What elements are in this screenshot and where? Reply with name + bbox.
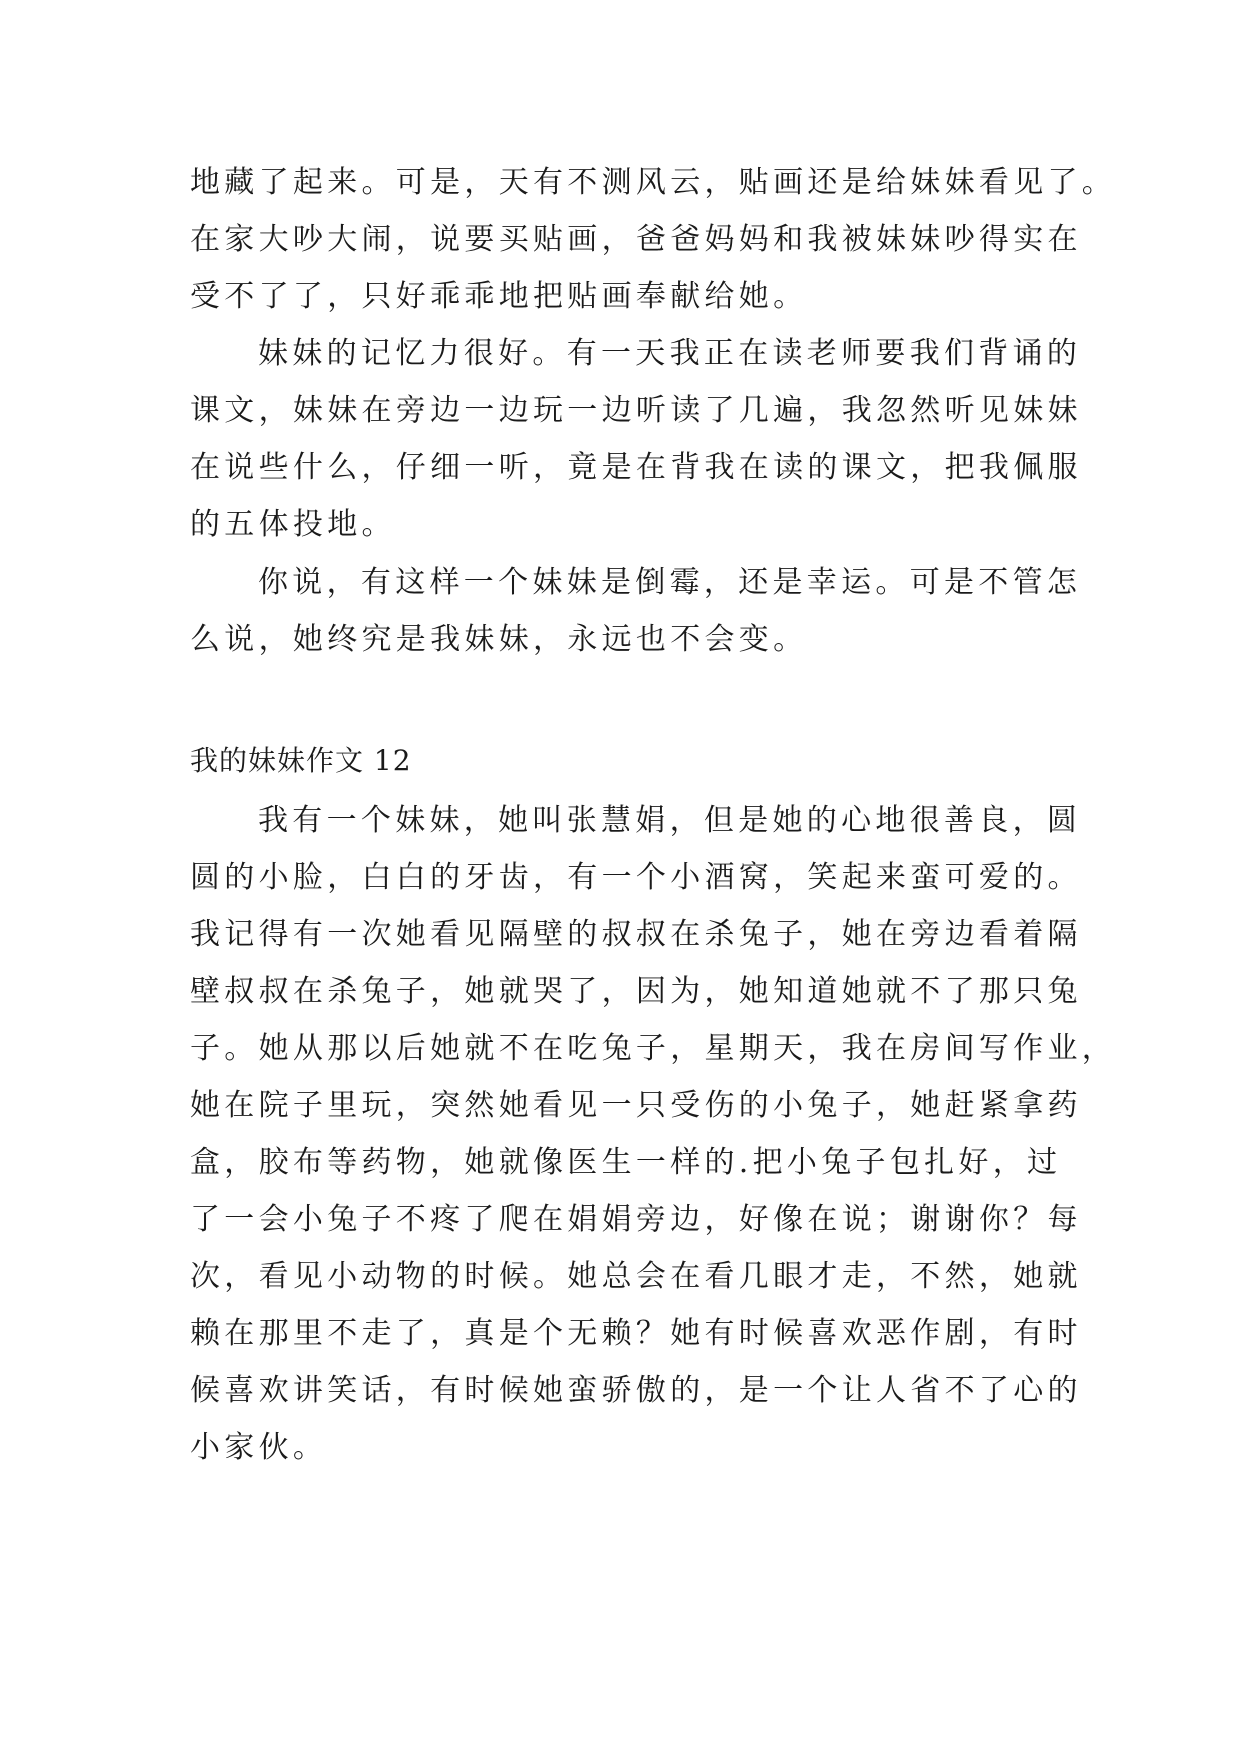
paragraph-line: 壁叔叔在杀兔子，她就哭了，因为，她知道她就不了那只兔 [190,974,1082,1009]
paragraph-line: 么说，她终究是我妹妹，永远也不会变。 [190,622,808,657]
paragraph-line: 在家大吵大闹，说要买贴画，爸爸妈妈和我被妹妹吵得实在 [190,222,1082,257]
paragraph-line: 盒，胶布等药物，她就像医生一样的.把小兔子包扎好，过 [190,1145,1062,1180]
paragraph-line: 赖在那里不走了，真是个无赖？她有时候喜欢恶作剧，有时 [190,1316,1082,1351]
paragraph-line: 她在院子里玩，突然她看见一只受伤的小兔子，她赶紧拿药 [190,1088,1082,1123]
paragraph-line: 小家伙。 [190,1430,328,1465]
paragraph-line: 了一会小兔子不疼了爬在娟娟旁边，好像在说；谢谢你？每 [190,1202,1082,1237]
paragraph-line: 地藏了起来。可是，天有不测风云，贴画还是给妹妹看见了。 [190,165,1117,200]
paragraph-line: 候喜欢讲笑话，有时候她蛮骄傲的，是一个让人省不了心的 [190,1373,1082,1408]
paragraph-line: 课文，妹妹在旁边一边玩一边听读了几遍，我忽然听见妹妹 [190,393,1082,428]
paragraph-line: 我记得有一次她看见隔壁的叔叔在杀兔子，她在旁边看着隔 [190,917,1082,952]
paragraph-line: 我有一个妹妹，她叫张慧娟，但是她的心地很善良，圆 [258,803,1082,838]
paragraph-line: 妹妹的记忆力很好。有一天我正在读老师要我们背诵的 [258,336,1082,371]
paragraph-line: 在说些什么，仔细一听，竟是在背我在读的课文，把我佩服 [190,450,1082,485]
paragraph-line: 你说，有这样一个妹妹是倒霉，还是幸运。可是不管怎 [258,565,1082,600]
paragraph-line: 受不了了，只好乖乖地把贴画奉献给她。 [190,279,808,314]
paragraph-line: 圆的小脸，白白的牙齿，有一个小酒窝，笑起来蛮可爱的。 [190,860,1082,895]
paragraph-line: 子。她从那以后她就不在吃兔子，星期天，我在房间写作业， [190,1031,1117,1066]
section-title: 我的妹妹作文 12 [190,744,412,777]
paragraph-line: 的五体投地。 [190,507,396,542]
paragraph-line: 次，看见小动物的时候。她总会在看几眼才走，不然，她就 [190,1259,1082,1294]
